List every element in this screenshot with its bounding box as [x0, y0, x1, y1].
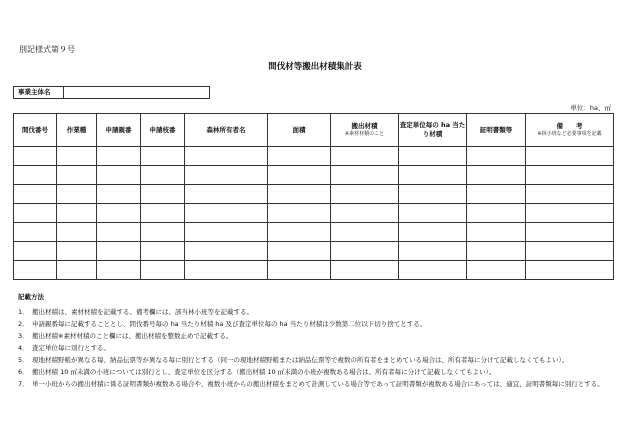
- table-cell[interactable]: [268, 261, 331, 280]
- instruction-text: 査定単位毎に別行とする。: [32, 344, 110, 352]
- table-cell[interactable]: [14, 242, 57, 261]
- table-cell[interactable]: [331, 185, 399, 204]
- table-cell[interactable]: [467, 223, 526, 242]
- table-row: [14, 147, 614, 166]
- table-cell[interactable]: [467, 166, 526, 185]
- instructions-section: [18, 292, 618, 390]
- table-row: [14, 261, 614, 280]
- instruction-number: 5．: [18, 356, 29, 364]
- table-cell[interactable]: [185, 147, 268, 166]
- table-row: [14, 242, 614, 261]
- table-cell[interactable]: [399, 242, 467, 261]
- table-cell[interactable]: [331, 204, 399, 223]
- table-row: [14, 223, 614, 242]
- entity-name-label: 事業主体名: [14, 87, 64, 98]
- instruction-item: [18, 354, 618, 366]
- table-cell[interactable]: [57, 242, 97, 261]
- table-cell[interactable]: [97, 242, 141, 261]
- table-cell[interactable]: [268, 166, 331, 185]
- table-cell[interactable]: [331, 166, 399, 185]
- table-cell[interactable]: [97, 223, 141, 242]
- table-cell[interactable]: [399, 185, 467, 204]
- table-cell[interactable]: [331, 147, 399, 166]
- table-cell[interactable]: [97, 185, 141, 204]
- table-cell[interactable]: [268, 204, 331, 223]
- table-cell[interactable]: [526, 204, 614, 223]
- table-cell[interactable]: [331, 261, 399, 280]
- instruction-item: [18, 342, 618, 354]
- table-row: [14, 185, 614, 204]
- table-cell[interactable]: [14, 261, 57, 280]
- table-cell[interactable]: [97, 166, 141, 185]
- table-cell[interactable]: [268, 185, 331, 204]
- table-cell[interactable]: [185, 204, 268, 223]
- header-certificates: 証明書類等: [467, 114, 526, 147]
- header-volume-per-ha: 査定単位毎の ha 当たり材積: [399, 114, 467, 147]
- table-cell[interactable]: [141, 223, 185, 242]
- table-cell[interactable]: [185, 223, 268, 242]
- table-cell[interactable]: [331, 242, 399, 261]
- table-cell[interactable]: [399, 261, 467, 280]
- table-cell[interactable]: [399, 166, 467, 185]
- table-row: [14, 166, 614, 185]
- table-cell[interactable]: [57, 261, 97, 280]
- table-cell[interactable]: [14, 147, 57, 166]
- table-cell[interactable]: [467, 261, 526, 280]
- table-cell[interactable]: [57, 185, 97, 204]
- instruction-item: [18, 306, 618, 318]
- instruction-text: 現地材積野帳が異なる毎、納品伝票等が異なる毎に別行とする（同一の現地材積野帳または納品伝票等で複数の所有者をまとめている場合は、所有者毎に分けて記載しなくてもよい）。: [32, 356, 569, 364]
- table-cell[interactable]: [57, 223, 97, 242]
- table-cell[interactable]: [526, 185, 614, 204]
- table-cell[interactable]: [141, 242, 185, 261]
- header-extracted-volume-note: ※素材材積のこと: [344, 131, 385, 137]
- table-cell[interactable]: [268, 223, 331, 242]
- table-cell[interactable]: [141, 261, 185, 280]
- header-remarks-note: ※林小班など必要事項を記載: [537, 131, 602, 137]
- table-cell[interactable]: [97, 204, 141, 223]
- entity-name-value[interactable]: [64, 87, 209, 98]
- table-cell[interactable]: [467, 242, 526, 261]
- table-cell[interactable]: [399, 223, 467, 242]
- instruction-number: 2．: [18, 320, 29, 328]
- table-cell[interactable]: [185, 185, 268, 204]
- table-cell[interactable]: [57, 147, 97, 166]
- table-cell[interactable]: [185, 261, 268, 280]
- table-cell[interactable]: [141, 185, 185, 204]
- table-cell[interactable]: [14, 223, 57, 242]
- table-header-row: [14, 114, 614, 147]
- instruction-number: 7．: [18, 380, 29, 388]
- header-work-type: 作業種: [57, 114, 97, 147]
- instruction-text: 搬出材積※素材材積のこと欄には、搬出材積を整数止めで記載する。: [32, 332, 233, 340]
- entity-name-field: [13, 86, 210, 99]
- table-cell[interactable]: [141, 204, 185, 223]
- header-application-branch-no: 申請枝番: [141, 114, 185, 147]
- volume-summary-table: [13, 113, 614, 280]
- instruction-text: 申請親番毎に記載することとし、間伐番号毎の ha 当たり材積 ha 及び査定単位毎の ha 当たり材積は少数第二位以下切り捨てとする。: [32, 320, 427, 328]
- table-cell[interactable]: [14, 185, 57, 204]
- table-cell[interactable]: [467, 185, 526, 204]
- table-cell[interactable]: [14, 166, 57, 185]
- table-cell[interactable]: [57, 166, 97, 185]
- table-cell[interactable]: [14, 204, 57, 223]
- table-cell[interactable]: [268, 147, 331, 166]
- instruction-text: 搬出材積 10 ㎥未満の小班については別行とし、査定単位を区分する（搬出材積 10 ㎥未満の小班が複数ある場合は、所有者毎に分けて記載しなくてもよい）。: [32, 368, 496, 376]
- table-row: [14, 204, 614, 223]
- table-cell[interactable]: [141, 166, 185, 185]
- header-extracted-volume: 搬出材積 ※素材材積のこと: [331, 114, 399, 147]
- instruction-text: 単一小班からの搬出材積に係る証明書類が複数ある場合や、複数小班からの搬出材積をまとめて計測している場合等であって証明書類が複数ある場合にあっては、適宜、証明書類毎に別行とする。: [32, 380, 604, 388]
- table-cell[interactable]: [268, 242, 331, 261]
- table-cell[interactable]: [526, 166, 614, 185]
- instruction-number: 1．: [18, 308, 29, 316]
- table-cell[interactable]: [141, 147, 185, 166]
- table-cell[interactable]: [97, 261, 141, 280]
- table-cell[interactable]: [526, 261, 614, 280]
- table-cell[interactable]: [185, 166, 268, 185]
- table-cell[interactable]: [331, 223, 399, 242]
- header-area: 面積: [268, 114, 331, 147]
- document-title: 間伐材等搬出材積集計表: [268, 62, 362, 72]
- table-cell[interactable]: [97, 147, 141, 166]
- table-cell[interactable]: [526, 223, 614, 242]
- header-forest-owner: 森林所有者名: [185, 114, 268, 147]
- instruction-item: [18, 366, 618, 378]
- form-number: 別記様式第９号: [19, 45, 75, 54]
- table-cell[interactable]: [185, 242, 268, 261]
- header-remarks: 備 考 ※林小班など必要事項を記載: [526, 114, 614, 147]
- table-cell[interactable]: [467, 147, 526, 166]
- header-thinning-no: 間伐番号: [14, 114, 57, 147]
- table-cell[interactable]: [467, 204, 526, 223]
- instruction-number: 3．: [18, 332, 29, 340]
- instruction-number: 6．: [18, 368, 29, 376]
- instructions-title: 記載方法: [18, 293, 44, 301]
- instruction-number: 4．: [18, 344, 29, 352]
- table-cell[interactable]: [526, 147, 614, 166]
- instruction-item: [18, 318, 618, 330]
- table-cell[interactable]: [399, 204, 467, 223]
- instruction-item: [18, 378, 618, 390]
- table-cell[interactable]: [526, 242, 614, 261]
- unit-label: 単位：ha、㎥: [570, 104, 611, 112]
- instruction-text: 搬出材積は、素材材積を記載する。備考欄には、該当林小班等を記載する。: [32, 308, 253, 316]
- table-cell[interactable]: [57, 204, 97, 223]
- header-application-parent-no: 申請親番: [97, 114, 141, 147]
- instruction-item: [18, 330, 618, 342]
- table-cell[interactable]: [399, 147, 467, 166]
